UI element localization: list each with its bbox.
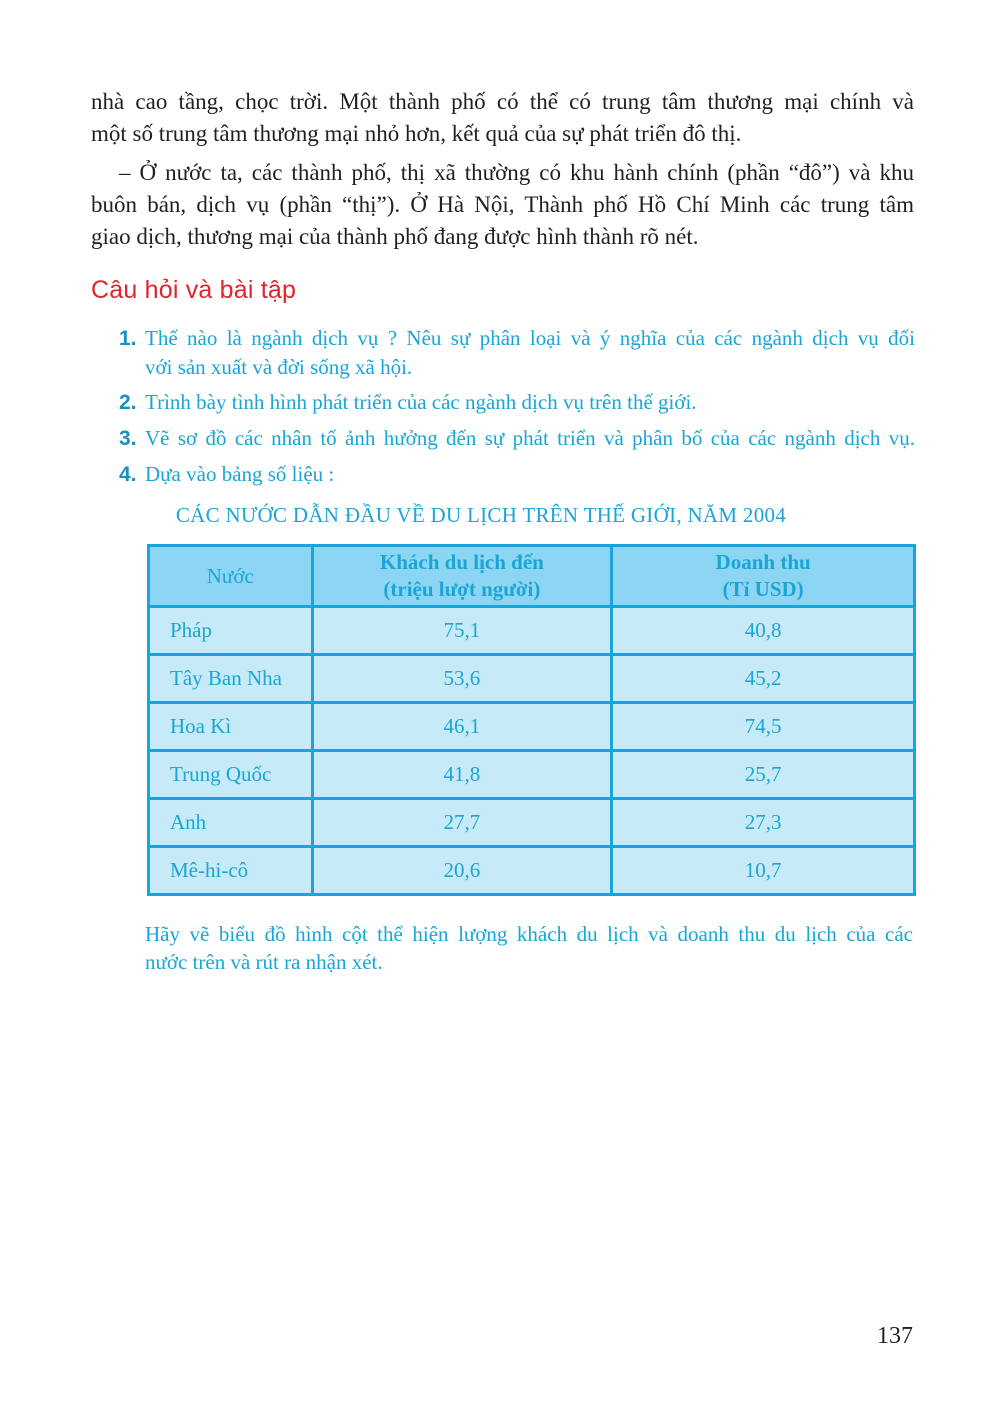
question-number: 1. — [119, 327, 137, 350]
task-line: nước trên và rút ra nhận xét. — [145, 950, 383, 974]
cell-visitors: 41,8 — [312, 751, 612, 799]
table-header-row — [149, 546, 915, 607]
question-text: Thế nào là ngành dịch vụ ? Nêu sự phân loại và ý nghĩa của các ngành dịch vụ đối — [145, 326, 915, 350]
table-row — [149, 751, 915, 799]
header-visitors-line2: (triệu lượt người) — [383, 577, 541, 601]
text-line: giao dịch, thương mại của thành phố đang được hình thành rõ nét. — [91, 224, 699, 249]
cell-country: Tây Ban Nha — [149, 655, 313, 703]
question-number: 3. — [119, 427, 137, 450]
table-row — [149, 847, 915, 895]
cell-revenue: 40,8 — [612, 607, 915, 655]
question-2 — [119, 388, 915, 417]
cell-country: Anh — [149, 799, 313, 847]
cell-visitors: 53,6 — [312, 655, 612, 703]
cell-visitors: 46,1 — [312, 703, 612, 751]
header-country: Nước — [149, 546, 313, 607]
cell-revenue: 27,3 — [612, 799, 915, 847]
table-row — [149, 655, 915, 703]
header-revenue-line1: Doanh thu — [715, 550, 811, 574]
cell-country: Trung Quốc — [149, 751, 313, 799]
table-row — [149, 703, 915, 751]
question-number: 2. — [119, 391, 137, 414]
table-row — [149, 607, 915, 655]
cell-revenue: 74,5 — [612, 703, 915, 751]
cell-revenue: 10,7 — [612, 847, 915, 895]
task-line: Hãy vẽ biểu đồ hình cột thể hiện lượng khách du lịch và doanh thu du lịch của các — [145, 922, 913, 946]
cell-visitors: 27,7 — [312, 799, 612, 847]
table-title-text: CÁC NƯỚC DẪN ĐẦU VỀ DU LỊCH TRÊN THẾ GIỚI, NĂM 2004 — [175, 503, 787, 527]
cell-visitors: 20,6 — [312, 847, 612, 895]
cell-visitors: 75,1 — [312, 607, 612, 655]
section-heading: Câu hỏi và bài tập — [91, 276, 297, 304]
table-title — [91, 503, 981, 528]
question-3 — [119, 424, 915, 453]
intro-paragraph-1 — [91, 86, 914, 150]
text-line: – Ở nước ta, các thành phố, thị xã thường có khu hành chính (phần “đô”) và khu — [119, 160, 914, 185]
intro-paragraph-2 — [91, 157, 914, 253]
question-text: Vẽ sơ đồ các nhân tố ảnh hưởng đến sự phát triển và phân bố của các ngành dịch vụ. — [145, 426, 915, 450]
question-4 — [119, 460, 915, 489]
page-number: 137 — [877, 1323, 913, 1349]
header-visitors-line1: Khách du lịch đến — [379, 550, 544, 574]
cell-revenue: 25,7 — [612, 751, 915, 799]
header-revenue — [612, 546, 915, 607]
tourism-table — [147, 544, 916, 896]
question-text: với sản xuất và đời sống xã hội. — [145, 355, 413, 379]
text-line: buôn bán, dịch vụ (phần “thị”). Ở Hà Nội, Thành phố Hồ Chí Minh các trung tâm — [91, 192, 914, 217]
question-text: Trình bày tình hình phát triển của các ngành dịch vụ trên thế giới. — [145, 390, 697, 414]
question-text: Dựa vào bảng số liệu : — [145, 462, 335, 486]
task-instruction — [145, 920, 913, 976]
question-1 — [119, 324, 915, 381]
cell-country: Mê-hi-cô — [149, 847, 313, 895]
text-line: nhà cao tầng, chọc trời. Một thành phố có thể có trung tâm thương mại chính và — [91, 89, 914, 114]
header-visitors — [312, 546, 612, 607]
text-line: một số trung tâm thương mại nhỏ hơn, kết quả của sự phát triển đô thị. — [91, 121, 742, 146]
cell-revenue: 45,2 — [612, 655, 915, 703]
table-row — [149, 799, 915, 847]
question-number: 4. — [119, 463, 137, 486]
header-revenue-line2: (Tỉ USD) — [722, 577, 804, 601]
cell-country: Pháp — [149, 607, 313, 655]
cell-country: Hoa Kì — [149, 703, 313, 751]
